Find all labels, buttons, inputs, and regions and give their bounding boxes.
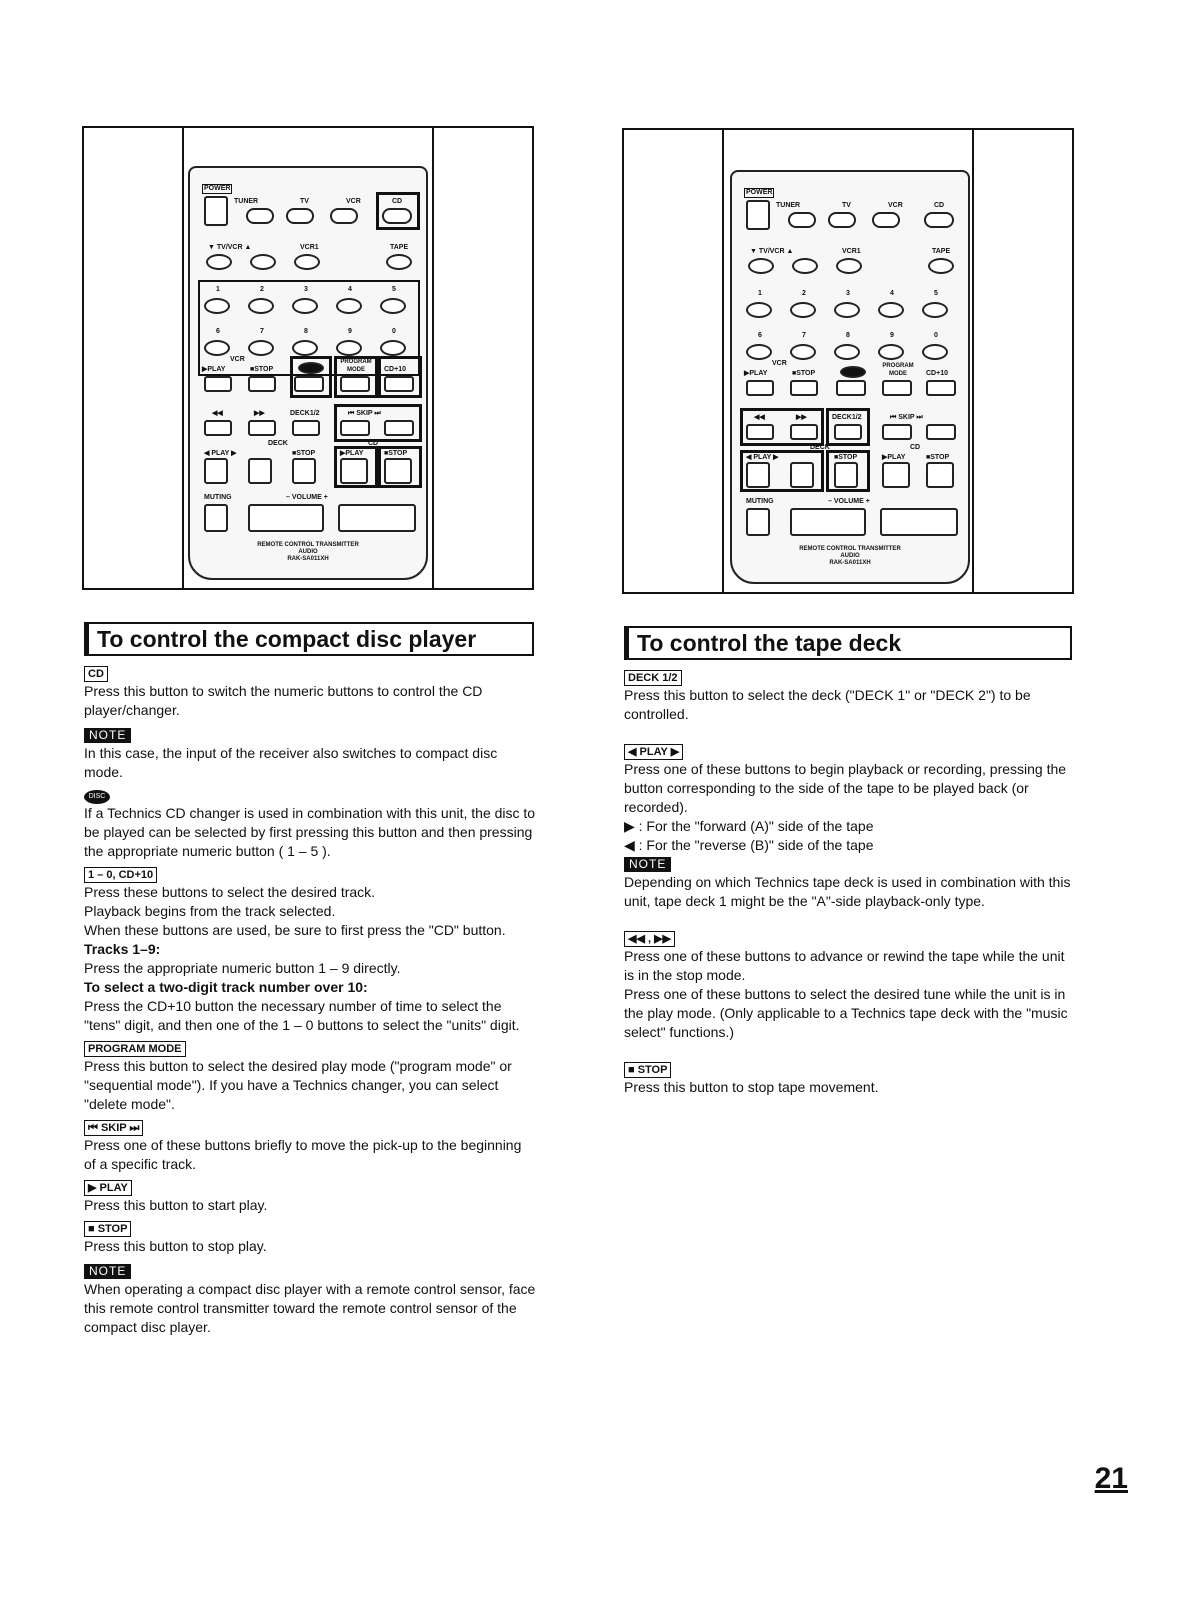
- skip-back-button: [340, 420, 370, 436]
- digit-button: [292, 340, 318, 356]
- deck-stop-label: ■STOP: [834, 454, 858, 461]
- digit-button: [878, 344, 904, 360]
- stop-text: Press this button to stop play.: [84, 1238, 267, 1254]
- digit-label: 8: [304, 328, 308, 335]
- digit-label: 7: [802, 332, 806, 339]
- digit-label: 9: [890, 332, 894, 339]
- vcr-section-label: VCR: [230, 356, 245, 363]
- program-mode-label: PROGRAM MODE: [882, 363, 914, 377]
- deck-stop-label: ■STOP: [292, 450, 316, 457]
- deck12-label: DECK1/2: [832, 414, 862, 421]
- note-text: Depending on which Technics tape deck is used in combination with this unit, tape deck 1 might be the "A"-side playback-only type.: [624, 874, 1071, 909]
- digit-button: [204, 340, 230, 356]
- section-title-tape: To control the tape deck: [624, 626, 1072, 660]
- deck-stop-button: [834, 462, 858, 488]
- numeric-text-3: When these buttons are used, be sure to first press the "CD" button.: [84, 922, 506, 938]
- skip-fwd-button: [926, 424, 956, 440]
- vcr-stop-button: [248, 376, 276, 392]
- volume-up-button: [880, 508, 958, 536]
- cd-play-label: ▶PLAY: [882, 454, 906, 461]
- ff-label: ▶▶: [796, 414, 807, 421]
- rew-label: ◀◀: [212, 410, 223, 417]
- vcr1-button: [836, 258, 862, 274]
- skip-back-button: [882, 424, 912, 440]
- remote-footer-3: RAK-SA011XH: [287, 556, 329, 562]
- digit-label: 0: [934, 332, 938, 339]
- remote-footer-1: REMOTE CONTROL TRANSMITTER: [799, 546, 901, 552]
- vcr-stop-label: ■STOP: [250, 366, 274, 373]
- cd-label: CD: [392, 198, 403, 205]
- digit-button: [292, 298, 318, 314]
- skip-text: Press one of these buttons briefly to move the pick-up to the beginning of a specific track.: [84, 1137, 522, 1172]
- digit-label: 3: [846, 290, 850, 297]
- cd10-label: CD+10: [926, 370, 948, 377]
- digit-button: [834, 344, 860, 360]
- digit-label: 9: [348, 328, 352, 335]
- cd-section-label: CD: [368, 440, 379, 447]
- cd10-label: CD+10: [384, 366, 406, 373]
- muting-label: MUTING: [204, 494, 232, 501]
- digit-button: [790, 302, 816, 318]
- disc-button: [298, 362, 324, 374]
- power-label: POWER: [204, 185, 231, 192]
- remote-footer-2: AUDIO: [298, 549, 318, 555]
- digit-label: 4: [348, 286, 352, 293]
- tvvcr-label: ▼ TV/VCR ▲: [750, 248, 794, 255]
- tvvcr-down-button: [206, 254, 232, 270]
- numeric-text-1: Press these buttons to select the desired track.: [84, 884, 376, 900]
- tracks-heading: Tracks 1–9:: [84, 941, 161, 957]
- deck-section-label: DECK: [810, 444, 830, 451]
- vcr1-button: [294, 254, 320, 270]
- rew-label: ◀◀: [754, 414, 765, 421]
- digit-label: 4: [890, 290, 894, 297]
- digit-button: [922, 344, 948, 360]
- ffrew-text-2: Press one of these buttons to select the desired tune while the unit is in the play mode. (Only applicable to a Technics tape deck with the "music select" functions.): [624, 986, 1068, 1040]
- tv-label: TV: [842, 202, 851, 209]
- digit-button: [380, 298, 406, 314]
- vcr-section-label: VCR: [772, 360, 787, 367]
- muting-button: [746, 508, 770, 536]
- tape-button: [928, 258, 954, 274]
- digit-button: [878, 302, 904, 318]
- tvvcr-up-button: [792, 258, 818, 274]
- digit-label: 8: [846, 332, 850, 339]
- tuner-button: [788, 212, 816, 228]
- remote-control: [188, 166, 428, 580]
- stop-key: ■ STOP: [84, 1221, 131, 1237]
- right-remote-illustration: [622, 128, 1074, 594]
- tv-button: [286, 208, 314, 224]
- power-button: [746, 200, 770, 230]
- digit-label: 5: [934, 290, 938, 297]
- disc-description: If a Technics CD changer is used in combination with this unit, the disc to be played can be selected by first pressing this button and then pressing the appropriate numeric button ( 1 – 5 ).: [84, 805, 536, 859]
- cd-stop-label: ■STOP: [926, 454, 950, 461]
- tape-button: [386, 254, 412, 270]
- cd-stop-label: ■STOP: [384, 450, 408, 457]
- tv-button: [828, 212, 856, 228]
- forward-side-text: ▶ : For the "forward (A)" side of the tape: [624, 818, 874, 834]
- skip-fwd-button: [384, 420, 414, 436]
- note-tag: NOTE: [624, 857, 671, 872]
- play-text: Press this button to start play.: [84, 1197, 268, 1213]
- tuner-button: [246, 208, 274, 224]
- deck-play-label: ◀ PLAY ▶: [746, 454, 779, 461]
- tape-label: TAPE: [932, 248, 951, 255]
- rew-button: [746, 424, 774, 440]
- digit-button: [834, 302, 860, 318]
- digit-label: 6: [216, 328, 220, 335]
- deck-play-rev-button: [746, 462, 770, 488]
- ff-button: [248, 420, 276, 436]
- digit-button: [204, 298, 230, 314]
- vcr-play-button: [204, 376, 232, 392]
- digit-label: 0: [392, 328, 396, 335]
- note-text-2: When operating a compact disc player with a remote control sensor, face this remote control transmitter toward the remote control sensor of the compact disc player.: [84, 1281, 536, 1335]
- vcr-button: [872, 212, 900, 228]
- deck12-key: DECK 1/2: [624, 670, 682, 686]
- disc-lower-button: [294, 376, 324, 392]
- digit-button: [248, 340, 274, 356]
- digit-label: 1: [216, 286, 220, 293]
- digit-label: 2: [260, 286, 264, 293]
- program-mode-label: PROGRAM MODE: [340, 359, 372, 373]
- right-column: [624, 664, 1076, 1097]
- deck-play-fwd-button: [248, 458, 272, 484]
- tvvcr-down-button: [748, 258, 774, 274]
- two-digit-text: Press the CD+10 button the necessary number of time to select the "tens" digit, and then one of the 1 – 0 buttons to select the "units" digit.: [84, 998, 520, 1033]
- volume-down-button: [790, 508, 866, 536]
- left-remote-illustration: [82, 126, 534, 590]
- cd-section-label: CD: [910, 444, 921, 451]
- deck-stop-button: [292, 458, 316, 484]
- cd10-button: [926, 380, 956, 396]
- numeric-text-2: Playback begins from the track selected.: [84, 903, 336, 919]
- cd-play-button: [340, 458, 368, 484]
- deck-stop-key: ■ STOP: [624, 1062, 671, 1078]
- note-tag: NOTE: [84, 1264, 131, 1279]
- note-text: In this case, the input of the receiver also switches to compact disc mode.: [84, 745, 498, 780]
- rew-button: [204, 420, 232, 436]
- program-mode-key: PROGRAM MODE: [84, 1041, 186, 1057]
- muting-button: [204, 504, 228, 532]
- cd-play-button: [882, 462, 910, 488]
- section-title-cd: To control the compact disc player: [84, 622, 534, 656]
- skip-key: ⏮ SKIP ⏭: [84, 1120, 143, 1136]
- cd-button: [382, 208, 412, 224]
- cd-stop-button: [384, 458, 412, 484]
- vcr-stop-button: [790, 380, 818, 396]
- cd-play-label: ▶PLAY: [340, 450, 364, 457]
- digit-button: [746, 344, 772, 360]
- page-number: 21: [1094, 1462, 1128, 1495]
- vcr-label: VCR: [888, 202, 903, 209]
- ffrew-text-1: Press one of these buttons to advance or rewind the tape while the unit is in the stop mode.: [624, 948, 1065, 983]
- power-button: [204, 196, 228, 226]
- deck-play-rev-button: [204, 458, 228, 484]
- cd10-button: [384, 376, 414, 392]
- program-mode-button: [882, 380, 912, 396]
- disc-lower-button: [836, 380, 866, 396]
- skip-label: ⏮ SKIP ⏭: [348, 410, 381, 417]
- digit-label: 5: [392, 286, 396, 293]
- deck12-text: Press this button to select the deck ("DECK 1" or "DECK 2") to be controlled.: [624, 687, 1031, 722]
- note-tag: NOTE: [84, 728, 131, 743]
- tape-label: TAPE: [390, 244, 409, 251]
- ff-button: [790, 424, 818, 440]
- cd-key: CD: [84, 666, 108, 682]
- volume-down-button: [248, 504, 324, 532]
- vcr-label: VCR: [346, 198, 361, 205]
- play-key: ▶ PLAY: [84, 1180, 132, 1196]
- cd-description: Press this button to switch the numeric buttons to control the CD player/changer.: [84, 683, 483, 718]
- digit-button: [336, 298, 362, 314]
- remote-control: [730, 170, 970, 584]
- numeric-keys: 1 – 0, CD+10: [84, 867, 157, 883]
- cd-button: [924, 212, 954, 228]
- deck-play-label: ◀ PLAY ▶: [204, 450, 237, 457]
- digit-button: [790, 344, 816, 360]
- disc-icon: DISC: [84, 790, 110, 804]
- digit-label: 1: [758, 290, 762, 297]
- digit-button: [922, 302, 948, 318]
- left-column: [84, 660, 536, 1337]
- tracks-text: Press the appropriate numeric button 1 – 9 directly.: [84, 960, 401, 976]
- tv-label: TV: [300, 198, 309, 205]
- digit-button: [248, 298, 274, 314]
- remote-footer-2: AUDIO: [840, 553, 860, 559]
- vcr1-label: VCR1: [842, 248, 861, 255]
- deck12-button: [292, 420, 320, 436]
- vcr-play-label: ▶PLAY: [744, 370, 768, 377]
- program-mode-button: [340, 376, 370, 392]
- tuner-label: TUNER: [776, 202, 801, 209]
- program-mode-text: Press this button to select the desired play mode ("program mode" or "sequential mode"). If you have a Technics changer, you can select "delete mode".: [84, 1058, 512, 1112]
- skip-label: ⏮ SKIP ⏭: [890, 414, 923, 421]
- volume-up-button: [338, 504, 416, 532]
- deck-play-fwd-button: [790, 462, 814, 488]
- deck-play-text: Press one of these buttons to begin playback or recording, pressing the button corresponding to the side of the tape to be played back (or recorded).: [624, 761, 1067, 815]
- volume-label: – VOLUME +: [828, 498, 870, 505]
- vcr-play-button: [746, 380, 774, 396]
- vcr-stop-label: ■STOP: [792, 370, 816, 377]
- digit-label: 6: [758, 332, 762, 339]
- deck12-label: DECK1/2: [290, 410, 320, 417]
- cd-label: CD: [934, 202, 945, 209]
- digit-button: [336, 340, 362, 356]
- muting-label: MUTING: [746, 498, 774, 505]
- deck-play-key: ◀ PLAY ▶: [624, 744, 683, 760]
- vcr-play-label: ▶PLAY: [202, 366, 226, 373]
- volume-label: – VOLUME +: [286, 494, 328, 501]
- digit-label: 7: [260, 328, 264, 335]
- remote-footer-3: RAK-SA011XH: [829, 560, 871, 566]
- vcr1-label: VCR1: [300, 244, 319, 251]
- digit-label: 2: [802, 290, 806, 297]
- deck-section-label: DECK: [268, 440, 288, 447]
- digit-label: 3: [304, 286, 308, 293]
- disc-button: [840, 366, 866, 378]
- tvvcr-label: ▼ TV/VCR ▲: [208, 244, 252, 251]
- two-digit-heading: To select a two-digit track number over 10:: [84, 979, 368, 995]
- power-label: POWER: [746, 189, 773, 196]
- deck-stop-text: Press this button to stop tape movement.: [624, 1079, 879, 1095]
- tvvcr-up-button: [250, 254, 276, 270]
- digit-button: [380, 340, 406, 356]
- deck12-button: [834, 424, 862, 440]
- tuner-label: TUNER: [234, 198, 259, 205]
- ffrew-key: ◀◀ , ▶▶: [624, 931, 675, 947]
- remote-footer-1: REMOTE CONTROL TRANSMITTER: [257, 542, 359, 548]
- digit-button: [746, 302, 772, 318]
- ff-label: ▶▶: [254, 410, 265, 417]
- cd-stop-button: [926, 462, 954, 488]
- reverse-side-text: ◀ : For the "reverse (B)" side of the tape: [624, 837, 874, 853]
- vcr-button: [330, 208, 358, 224]
